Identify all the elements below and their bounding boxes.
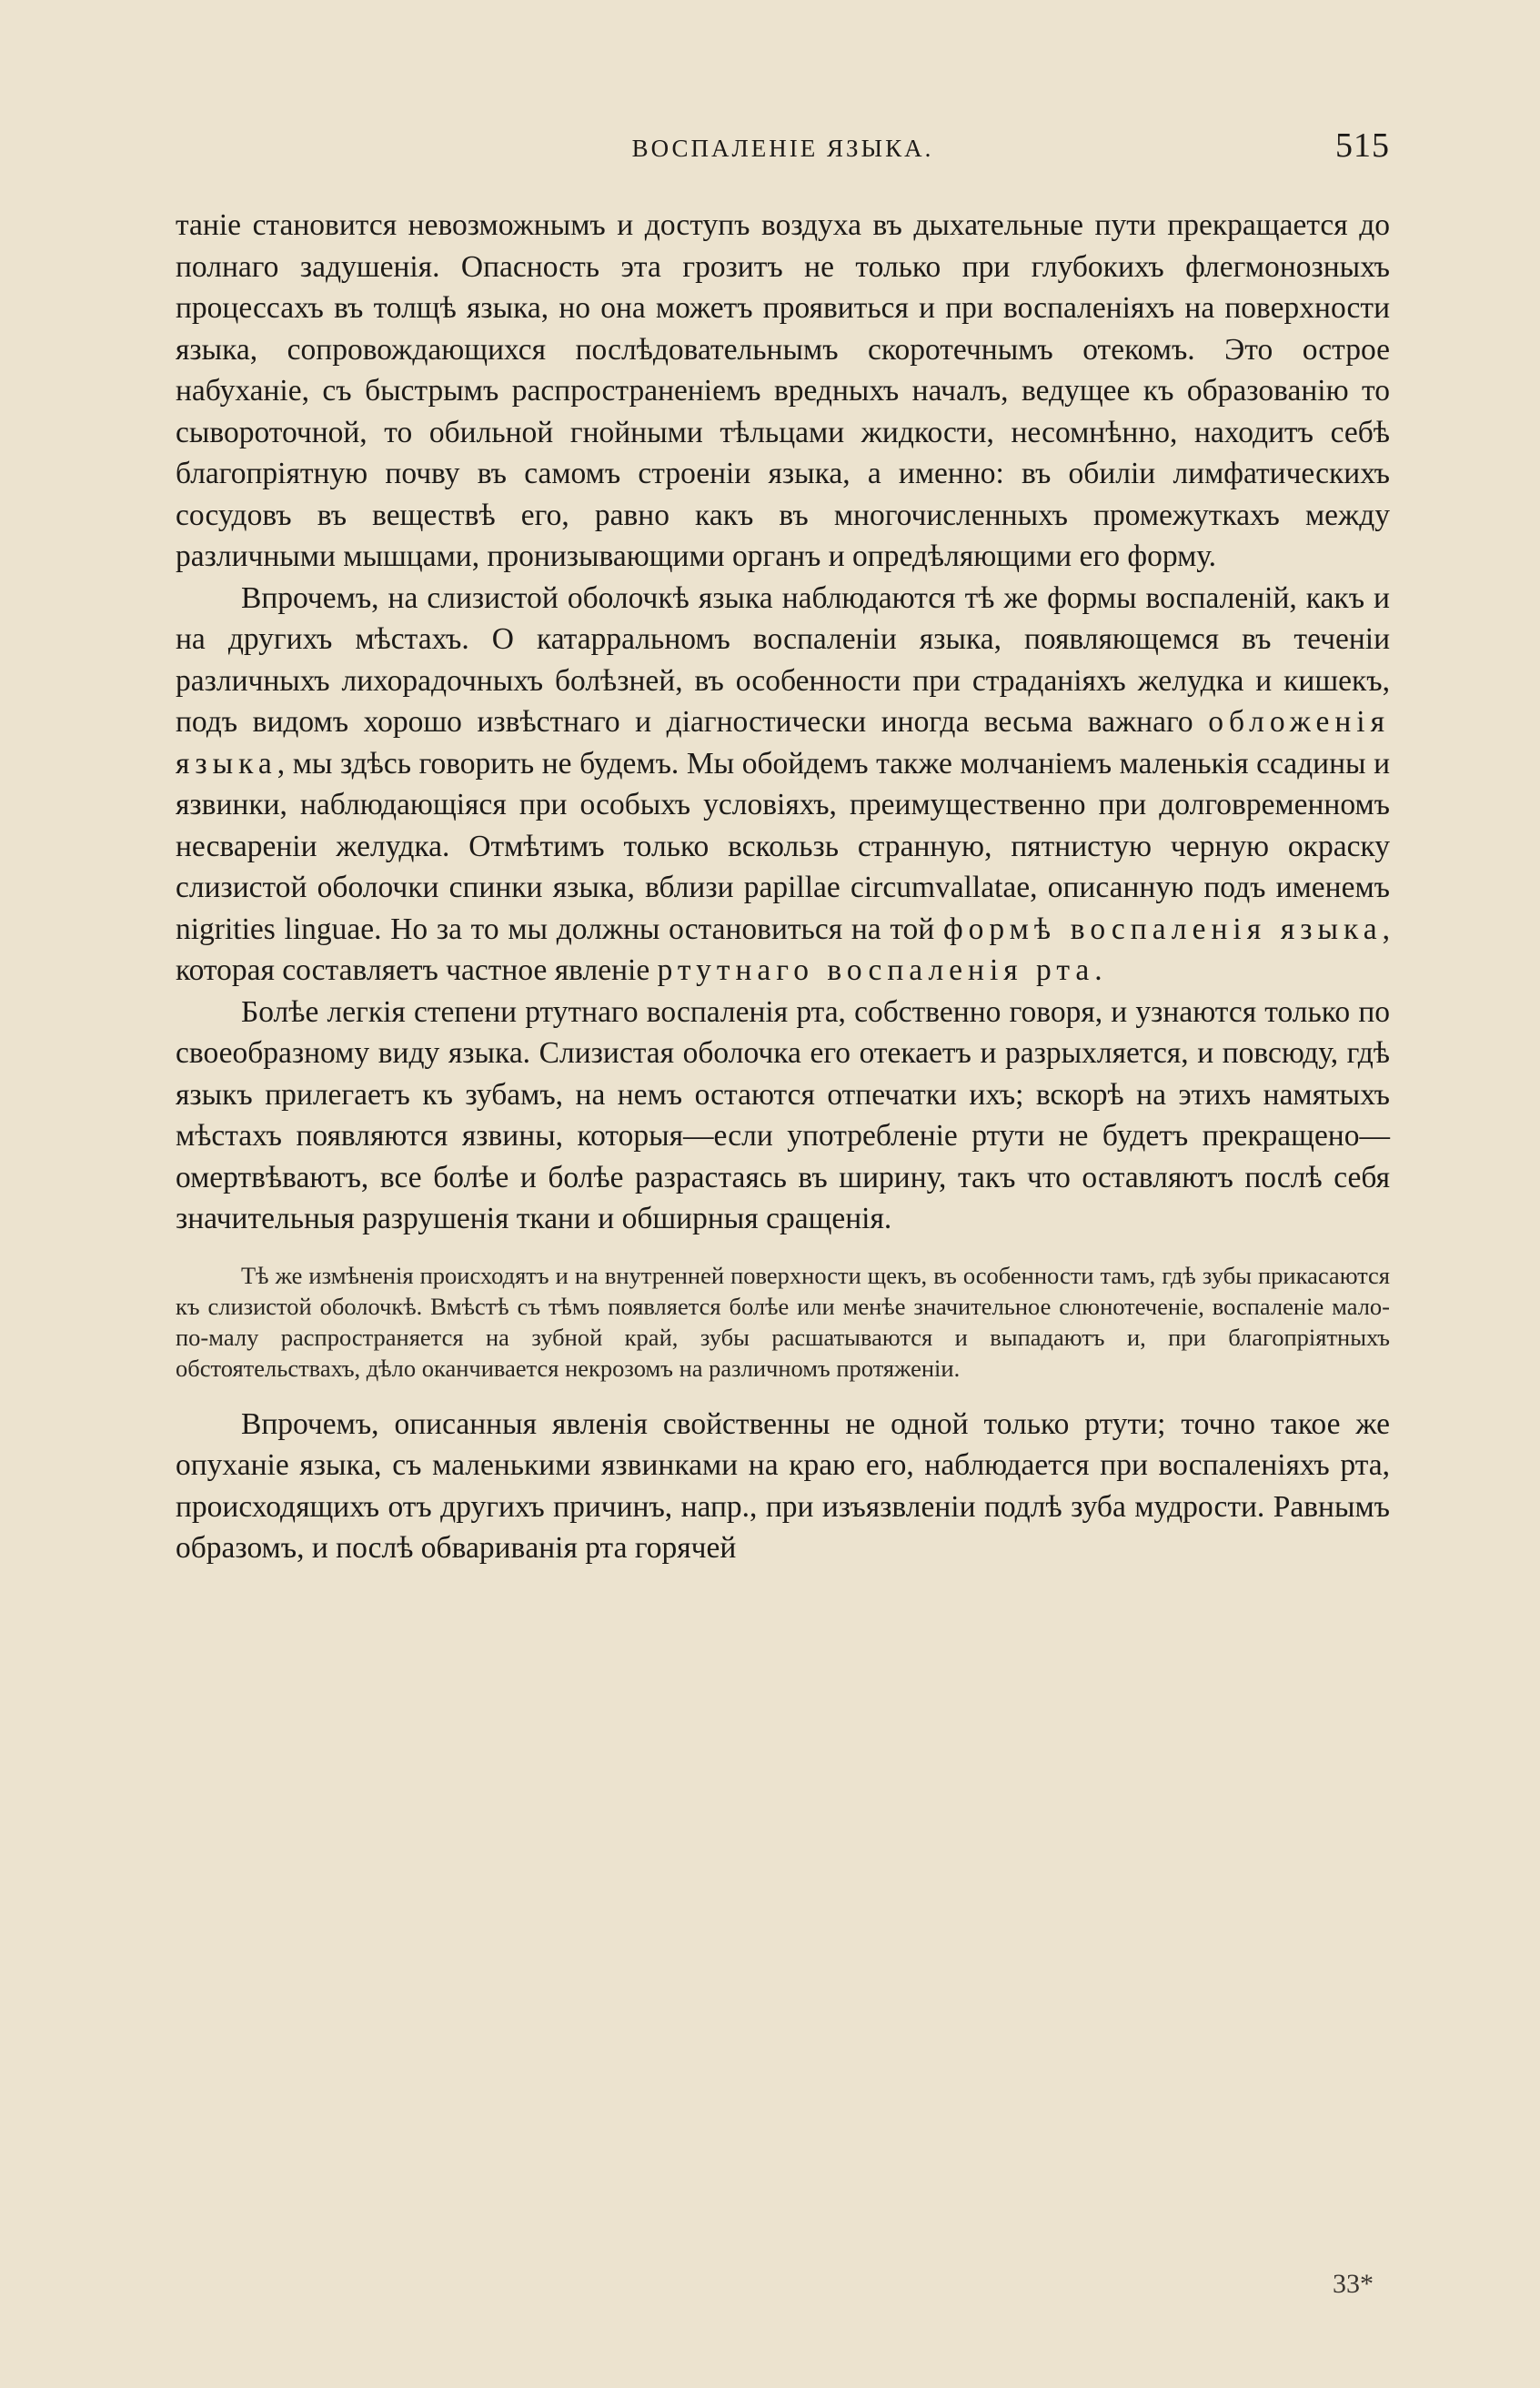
paragraph-3: Болѣе легкія степени ртутнаго воспаленія рта, собственно говоря, и узнаются только по своеобразному виду языка. Слизистая оболочка его отекаетъ и разрыхляется, и повсюду, гдѣ языкъ прилегаетъ къ зубамъ, на немъ остаются отпечатки ихъ; вскорѣ на этихъ намятыхъ мѣстахъ появляются язвины, которыя—если употребленіе ртути не будетъ прекращено—омертвѣваютъ, все болѣе и болѣе разрастаясь въ ширину, такъ что оставляютъ послѣ себя значительныя разрушенія ткани и обширныя сращенія.	[176, 994, 1390, 1235]
paragraph-1: таніе становится невозможнымъ и доступъ воздуха въ дыхательные пути прекращается до полнаго задушенія. Опасность эта грозитъ не только при глубокихъ флегмонозныхъ процессахъ въ толщѣ языка, но она можетъ проявиться и при воспаленіяхъ на поверхности языка, сопровождающихся послѣдовательнымъ скоротечнымъ отекомъ. Это острое набуханіе, съ быстрымъ распространеніемъ вредныхъ началъ, ведущее къ образованію то сывороточной, то обильной гнойными тѣльцами жидкости, несомнѣнно, находитъ себѣ благопріятную почву въ самомъ строеніи языка, а именно: въ обиліи лимфатическихъ сосудовъ въ веществѣ его, равно какъ въ многочисленныхъ промежуткахъ между различными мышцами, пронизывающими органъ и опредѣляющими его форму.	[176, 208, 1390, 573]
page-header	[176, 126, 1390, 171]
small-print-paragraph: Тѣ же измѣненія происходятъ и на внутренней поверхности щекъ, въ особенности тамъ, гдѣ зубы прикасаются къ слизистой оболочкѣ. Вмѣстѣ съ тѣмъ появляется болѣе или менѣе значительное слюнотеченіе, воспаленіе мало-по-малу распространяется на зубной край, зубы расшатываются и выпадаютъ и, при благопріятныхъ обстоятельствахъ, дѣло оканчивается некрозомъ на различномъ протяженіи.	[176, 1261, 1390, 1382]
paragraph-2-part-b: , мы здѣсь говорить не будемъ. Мы обойдемъ также молчаніемъ маленькія ссадины и язвинки, наблюдающіяся при особыхъ условіяхъ, преимущественно при долговременномъ несвареніи желудка. Отмѣтимъ только вскользь странную, пятнистую черную окраску слизистой оболочки спинки языка, вблизи papillae circumvallatae, описанную подъ именемъ nigrities linguae. Но за то мы должны остановиться на той	[176, 746, 1390, 946]
paragraph-4: Впрочемъ, описанныя явленія свойственны не одной только ртути; точно такое же опуханіе языка, съ маленькими язвинками на краю его, наблюдается при воспаленіяхъ рта, происходящихъ отъ другихъ причинъ, напр., при изъязвленіи подлѣ зуба мудрости. Равнымъ образомъ, и послѣ обваривaнія рта горячей	[176, 1406, 1390, 1565]
paragraph-2-part-a: Впрочемъ, на слизистой оболочкѣ языка наблюдаются тѣ же формы воспаленій, какъ и на другихъ мѣстахъ. О катарральномъ воспаленіи языка, появляющемся въ теченіи различныхъ лихорадочныхъ болѣзней, въ особенности при страданіяхъ желудка и кишекъ, подъ видомъ хорошо извѣстнаго и діагностически иногда весьма важнаго	[176, 580, 1390, 739]
running-head: ВОСПАЛЕНІЕ ЯЗЫКА.	[631, 135, 934, 162]
paragraph-2-part-c: , которая составляетъ частное явленіе	[176, 912, 1390, 987]
spaced-phrase-3: ртутнаго воспаленія рта	[657, 953, 1095, 987]
spaced-phrase-1: обложенія языка	[176, 705, 1390, 781]
signature-mark: 33*	[1333, 2269, 1374, 2299]
paragraph-2-part-d: .	[1094, 953, 1102, 987]
spaced-phrase-2: формѣ воспаленія языка	[942, 912, 1383, 946]
page-number: 515	[1335, 126, 1390, 165]
body-text	[176, 205, 1390, 1569]
paragraph-2	[176, 578, 1390, 992]
